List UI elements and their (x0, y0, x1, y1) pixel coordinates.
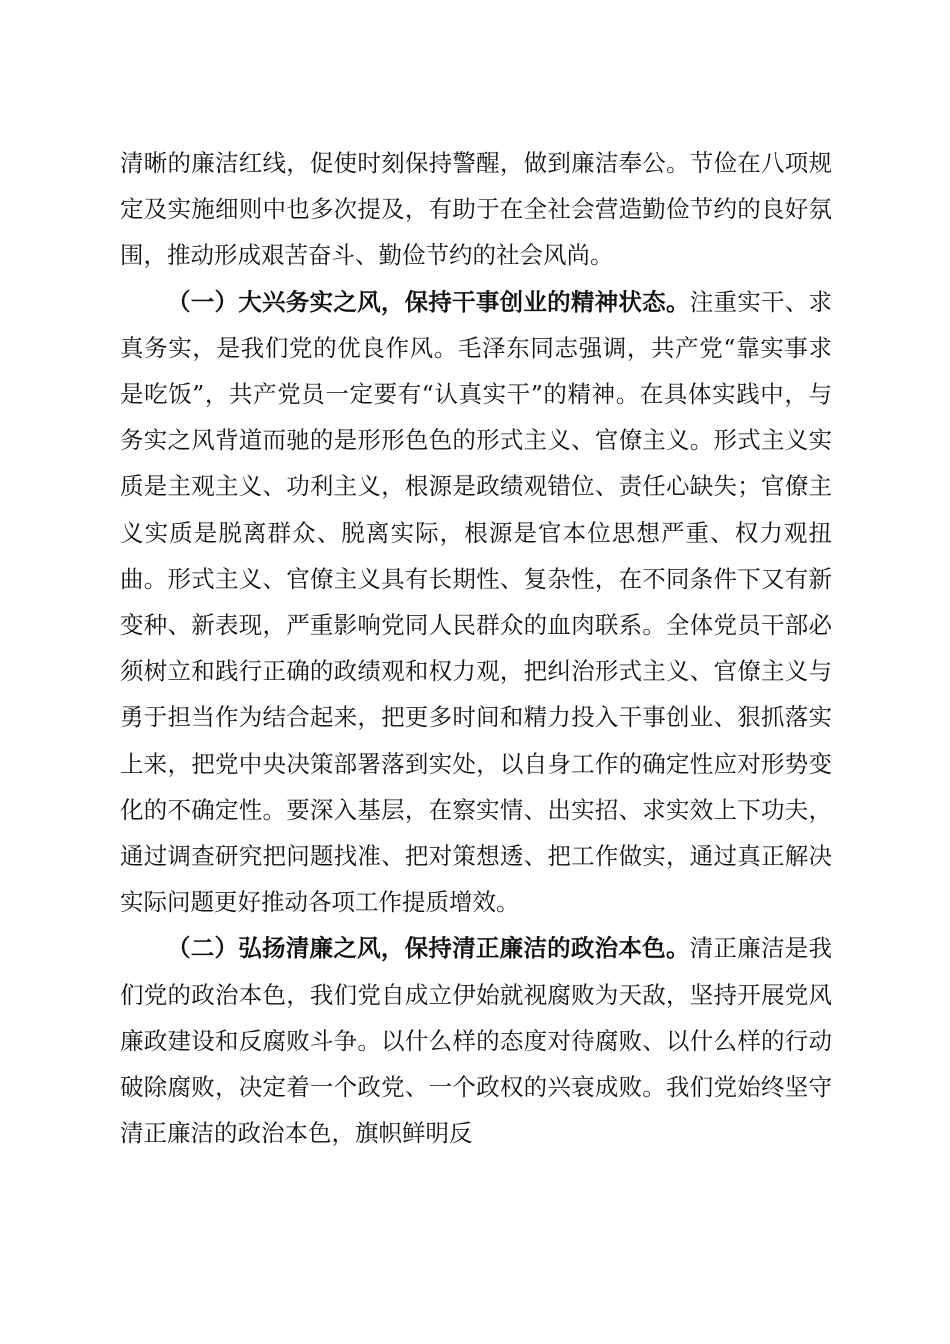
section-heading-1: （一）大兴务实之风，保持干事创业的精神状态。 (167, 287, 690, 316)
paragraph-continuation (120, 140, 832, 279)
paragraph-body: 清正廉洁是我们党的政治本色，我们党自成立伊始就视腐败为天敌，坚持开展党风廉政建设和反腐败斗争。以什么样的态度对待腐败、以什么样的行动破除腐败，决定着一个政党、一个政权的兴衰成败。我们党始终坚守清正廉洁的政治本色，旗帜鲜明反 (120, 934, 832, 1148)
paragraph-section-1 (120, 279, 832, 926)
paragraph-body: 清晰的廉洁红线，促使时刻保持警醒，做到廉洁奉公。节俭在八项规定及实施细则中也多次提及，有助于在全社会营造勤俭节约的良好氛围，推动形成艰苦奋斗、勤俭节约的社会风尚。 (120, 149, 832, 270)
section-heading-2: （二）弘扬清廉之风，保持清正廉洁的政治本色。 (167, 934, 690, 963)
document-body (120, 140, 832, 1156)
paragraph-section-2 (120, 925, 832, 1156)
paragraph-body: 注重实干、求真务实，是我们党的优良作风。毛泽东同志强调，共产党“靠实事求是吃饭”，共产党员一定要有“认真实干”的精神。在具体实践中，与务实之风背道而驰的是形形色色的形式主义、官僚主义。形式主义实质是主观主义、功利主义，根源是政绩观错位、责任心缺失；官僚主义实质是脱离群众、脱离实际，根源是官本位思想严重、权力观扭曲。形式主义、官僚主义具有长期性、复杂性，在不同条件下又有新变种、新表现，严重影响党同人民群众的血肉联系。全体党员干部必须树立和践行正确的政绩观和权力观，把纠治形式主义、官僚主义与勇于担当作为结合起来，把更多时间和精力投入干事创业、狠抓落实上来，把党中央决策部署落到实处，以自身工作的确定性应对形势变化的不确定性。要深入基层，在察实情、出实招、求实效上下功夫，通过调查研究把问题找准、把对策想透、把工作做实，通过真正解决实际问题更好推动各项工作提质增效。 (120, 287, 832, 917)
